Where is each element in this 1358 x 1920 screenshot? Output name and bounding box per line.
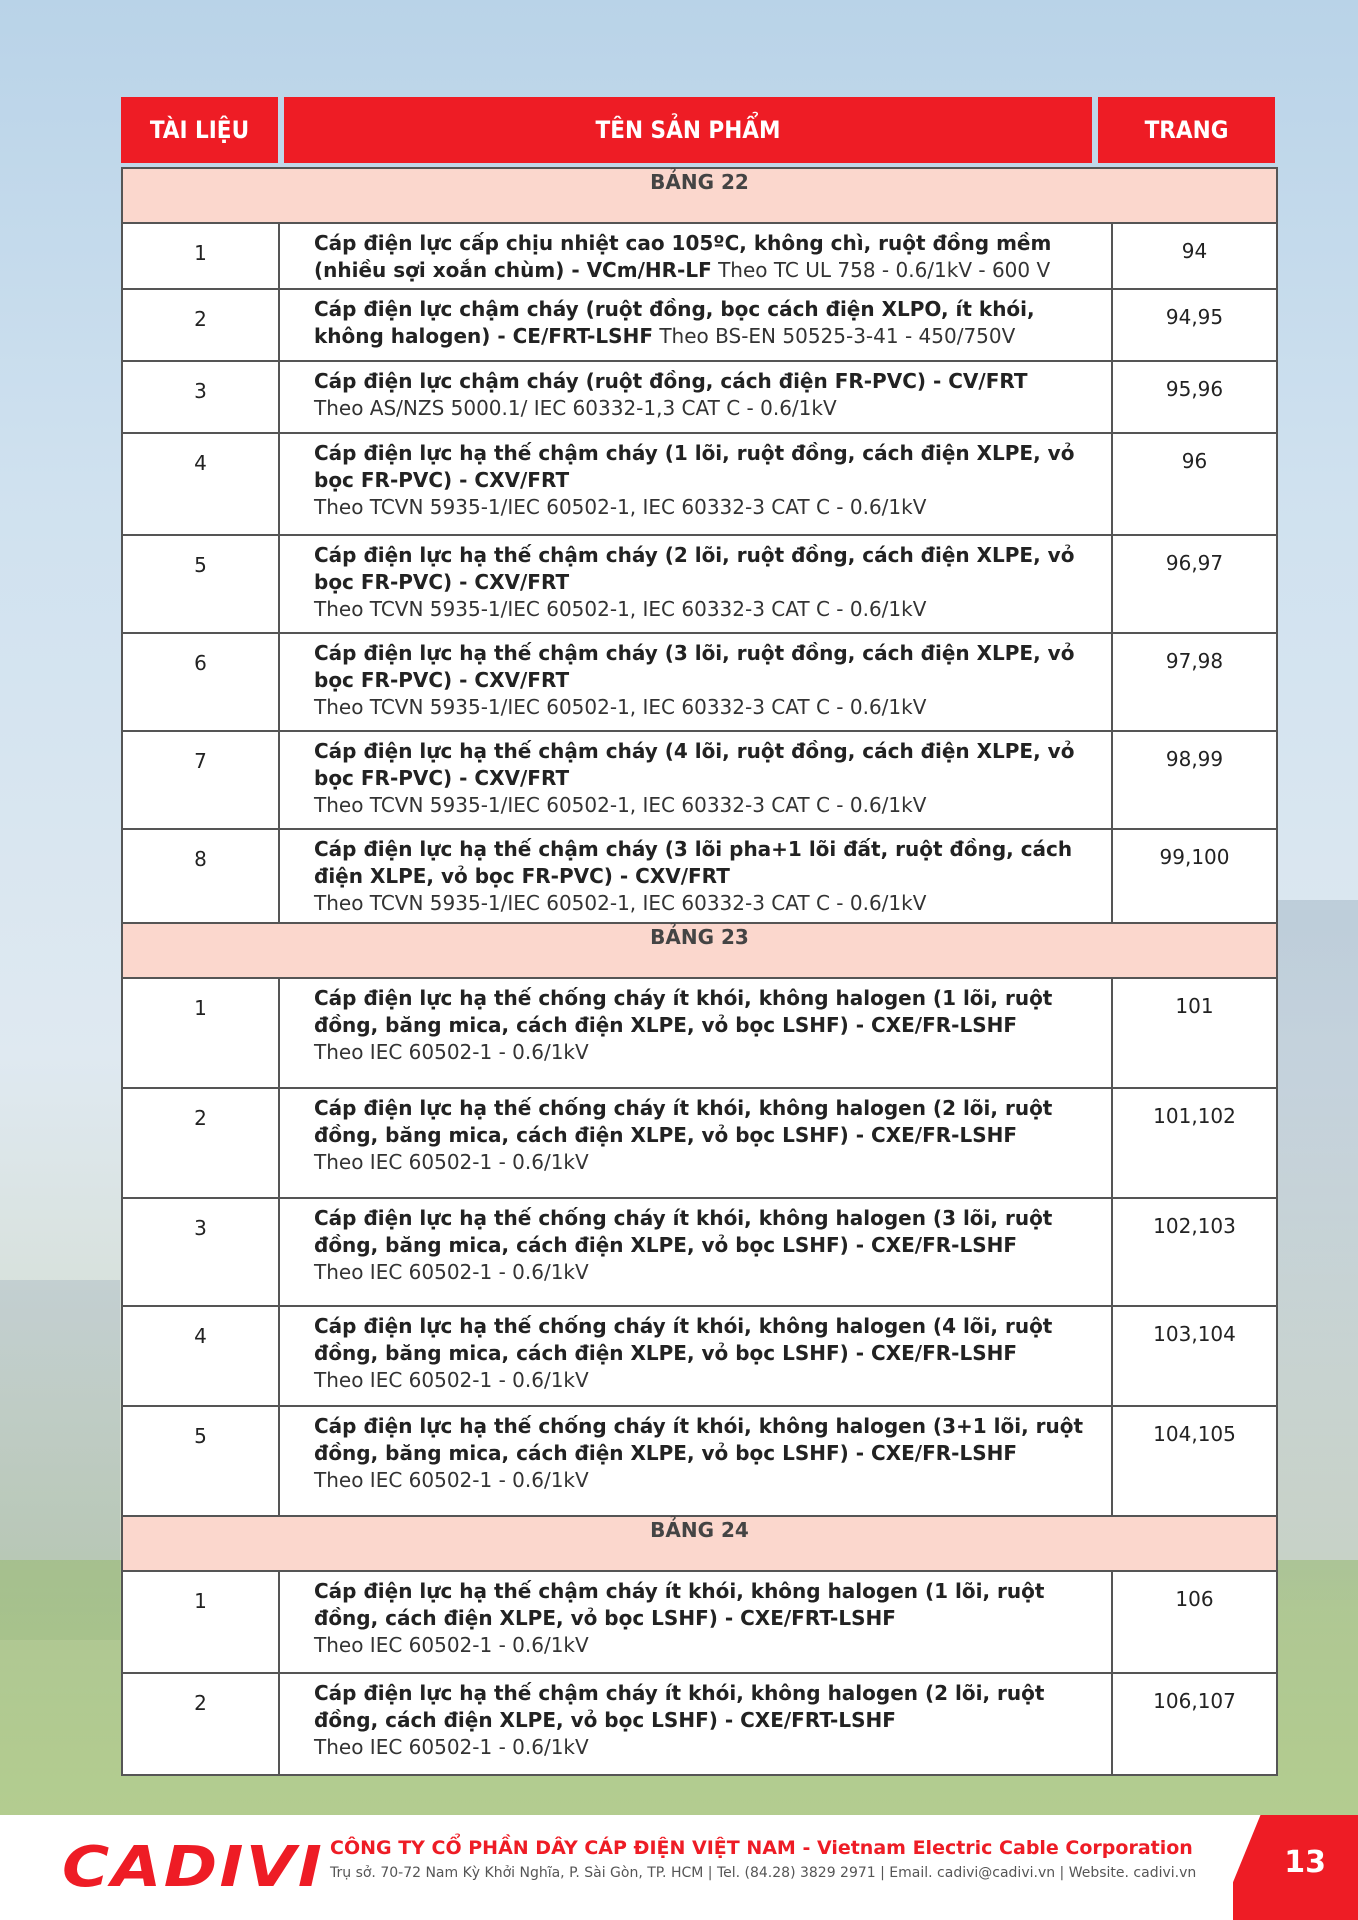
- page-ref: 95,96: [1112, 361, 1277, 433]
- product-name-cell: [279, 535, 1112, 633]
- product-standard: Theo IEC 60502-1 - 0.6/1kV: [314, 1368, 589, 1392]
- table-row: [122, 1571, 1277, 1673]
- product-name: Cáp điện lực hạ thế chậm cháy (3 lõi pha+1 lõi đất, ruột đồng, cách điện XLPE, vỏ bọc FR-PVC) - CXV/FRT: [314, 837, 1073, 888]
- table-row: [122, 1088, 1277, 1198]
- table-row: [122, 633, 1277, 731]
- product-name: Cáp điện lực hạ thế chống cháy ít khói, không halogen (2 lõi, ruột đồng, băng mica, cách điện XLPE, vỏ bọc LSHF) - CXE/FR-LSHF: [314, 1096, 1053, 1147]
- table-row: [122, 731, 1277, 829]
- page-ref: 101: [1112, 978, 1277, 1088]
- product-name-cell: [279, 1673, 1112, 1775]
- page-ref: 94: [1112, 223, 1277, 289]
- product-name: Cáp điện lực cấp chịu nhiệt cao 105ºC, không chì, ruột đồng mềm (nhiều sợi xoắn chùm) - VCm/HR-LF: [314, 231, 1052, 282]
- table-row: [122, 361, 1277, 433]
- row-number: 8: [122, 829, 279, 923]
- table-header: [121, 97, 1275, 163]
- row-number: 3: [122, 1198, 279, 1306]
- row-number: 1: [122, 223, 279, 289]
- product-name-cell: [279, 289, 1112, 361]
- product-name-cell: [279, 633, 1112, 731]
- product-name: Cáp điện lực hạ thế chống cháy ít khói, không halogen (3 lõi, ruột đồng, băng mica, cách điện XLPE, vỏ bọc LSHF) - CXE/FR-LSHF: [314, 1206, 1053, 1257]
- header-product-name: TÊN SẢN PHẨM: [284, 97, 1092, 163]
- product-name-cell: [279, 1198, 1112, 1306]
- page-ref: 98,99: [1112, 731, 1277, 829]
- row-number: 2: [122, 289, 279, 361]
- page-ref: 94,95: [1112, 289, 1277, 361]
- product-standard: Theo IEC 60502-1 - 0.6/1kV: [314, 1150, 589, 1174]
- product-name-cell: [279, 1306, 1112, 1406]
- product-name: Cáp điện lực hạ thế chậm cháy ít khói, không halogen (1 lõi, ruột đồng, cách điện XLPE, vỏ bọc LSHF) - CXE/FRT-LSHF: [314, 1579, 1045, 1630]
- section-title: BẢNG 24: [122, 1516, 1277, 1571]
- page-ref: 99,100: [1112, 829, 1277, 923]
- row-number: 5: [122, 535, 279, 633]
- product-standard: Theo TCVN 5935-1/IEC 60502-1, IEC 60332-3 CAT C - 0.6/1kV: [314, 891, 927, 915]
- product-standard: Theo IEC 60502-1 - 0.6/1kV: [314, 1633, 589, 1657]
- header-document: TÀI LIỆU: [121, 97, 278, 163]
- page-ref: 106,107: [1112, 1673, 1277, 1775]
- product-standard: Theo TCVN 5935-1/IEC 60502-1, IEC 60332-3 CAT C - 0.6/1kV: [314, 597, 927, 621]
- table-row: [122, 1406, 1277, 1516]
- product-standard: Theo TCVN 5935-1/IEC 60502-1, IEC 60332-3 CAT C - 0.6/1kV: [314, 695, 927, 719]
- cadivi-logo: CADIVI: [62, 1835, 325, 1900]
- table-row: [122, 223, 1277, 289]
- table-row: [122, 829, 1277, 923]
- page-ref: 97,98: [1112, 633, 1277, 731]
- product-name-cell: [279, 223, 1112, 289]
- page-ref: 96: [1112, 433, 1277, 535]
- product-name: Cáp điện lực hạ thế chống cháy ít khói, không halogen (1 lõi, ruột đồng, băng mica, cách điện XLPE, vỏ bọc LSHF) - CXE/FR-LSHF: [314, 986, 1053, 1037]
- product-standard: Theo IEC 60502-1 - 0.6/1kV: [314, 1735, 589, 1759]
- section-row: [122, 168, 1277, 223]
- product-name: Cáp điện lực hạ thế chống cháy ít khói, không halogen (4 lõi, ruột đồng, băng mica, cách điện XLPE, vỏ bọc LSHF) - CXE/FR-LSHF: [314, 1314, 1053, 1365]
- page-ref: 96,97: [1112, 535, 1277, 633]
- product-name-cell: [279, 433, 1112, 535]
- product-standard: Theo BS-EN 50525-3-41 - 450/750V: [652, 324, 1016, 348]
- product-standard: Theo TC UL 758 - 0.6/1kV - 600 V: [711, 258, 1051, 282]
- header-page: TRANG: [1098, 97, 1275, 163]
- company-address: Trụ sở. 70-72 Nam Kỳ Khởi Nghĩa, P. Sài Gòn, TP. HCM | Tel. (84.28) 3829 2971 | Email. cadivi@cadivi.vn | Website. cadivi.vn: [330, 1865, 1197, 1881]
- row-number: 2: [122, 1088, 279, 1198]
- product-name-cell: [279, 1406, 1112, 1516]
- product-name: Cáp điện lực hạ thế chống cháy ít khói, không halogen (3+1 lõi, ruột đồng, băng mica, cách điện XLPE, vỏ bọc LSHF) - CXE/FR-LSHF: [314, 1414, 1084, 1465]
- product-standard: Theo AS/NZS 5000.1/ IEC 60332-1,3 CAT C - 0.6/1kV: [314, 396, 837, 420]
- product-name: Cáp điện lực chậm cháy (ruột đồng, bọc cách điện XLPO, ít khói, không halogen) - CE/FRT-LSHF: [314, 297, 1035, 348]
- product-name-cell: [279, 1571, 1112, 1673]
- page-ref: 106: [1112, 1571, 1277, 1673]
- table-row: [122, 1673, 1277, 1775]
- row-number: 4: [122, 1306, 279, 1406]
- row-number: 2: [122, 1673, 279, 1775]
- product-standard: Theo IEC 60502-1 - 0.6/1kV: [314, 1040, 589, 1064]
- product-standard: Theo IEC 60502-1 - 0.6/1kV: [314, 1468, 589, 1492]
- row-number: 1: [122, 978, 279, 1088]
- company-name: CÔNG TY CỔ PHẦN DÂY CÁP ĐIỆN VIỆT NAM - Vietnam Electric Cable Corporation: [330, 1837, 1193, 1859]
- product-standard: Theo TCVN 5935-1/IEC 60502-1, IEC 60332-3 CAT C - 0.6/1kV: [314, 495, 927, 519]
- product-name: Cáp điện lực hạ thế chậm cháy (3 lõi, ruột đồng, cách điện XLPE, vỏ bọc FR-PVC) - CXV/FRT: [314, 641, 1075, 692]
- row-number: 6: [122, 633, 279, 731]
- product-name-cell: [279, 829, 1112, 923]
- row-number: 5: [122, 1406, 279, 1516]
- product-table: [121, 167, 1278, 1776]
- row-number: 7: [122, 731, 279, 829]
- product-name-cell: [279, 361, 1112, 433]
- table-row: [122, 1306, 1277, 1406]
- product-name-cell: [279, 731, 1112, 829]
- footer: [0, 1815, 1358, 1920]
- row-number: 1: [122, 1571, 279, 1673]
- table-row: [122, 1198, 1277, 1306]
- section-title: BẢNG 22: [122, 168, 1277, 223]
- product-name: Cáp điện lực chậm cháy (ruột đồng, cách điện FR-PVC) - CV/FRT: [314, 369, 1028, 393]
- product-name: Cáp điện lực hạ thế chậm cháy (4 lõi, ruột đồng, cách điện XLPE, vỏ bọc FR-PVC) - CXV/FRT: [314, 739, 1075, 790]
- product-name: Cáp điện lực hạ thế chậm cháy (1 lõi, ruột đồng, cách điện XLPE, vỏ bọc FR-PVC) - CXV/FRT: [314, 441, 1075, 492]
- table-row: [122, 433, 1277, 535]
- table-row: [122, 535, 1277, 633]
- page-number: 13: [1284, 1845, 1326, 1880]
- section-row: [122, 1516, 1277, 1571]
- product-name-cell: [279, 978, 1112, 1088]
- product-name: Cáp điện lực hạ thế chậm cháy ít khói, không halogen (2 lõi, ruột đồng, cách điện XLPE, vỏ bọc LSHF) - CXE/FRT-LSHF: [314, 1681, 1045, 1732]
- row-number: 3: [122, 361, 279, 433]
- table-row: [122, 289, 1277, 361]
- product-standard: Theo TCVN 5935-1/IEC 60502-1, IEC 60332-3 CAT C - 0.6/1kV: [314, 793, 927, 817]
- page-ref: 104,105: [1112, 1406, 1277, 1516]
- row-number: 4: [122, 433, 279, 535]
- product-standard: Theo IEC 60502-1 - 0.6/1kV: [314, 1260, 589, 1284]
- table-row: [122, 978, 1277, 1088]
- page-ref: 103,104: [1112, 1306, 1277, 1406]
- page-ref: 102,103: [1112, 1198, 1277, 1306]
- section-row: [122, 923, 1277, 978]
- page-ref: 101,102: [1112, 1088, 1277, 1198]
- product-name: Cáp điện lực hạ thế chậm cháy (2 lõi, ruột đồng, cách điện XLPE, vỏ bọc FR-PVC) - CXV/FRT: [314, 543, 1075, 594]
- product-name-cell: [279, 1088, 1112, 1198]
- section-title: BẢNG 23: [122, 923, 1277, 978]
